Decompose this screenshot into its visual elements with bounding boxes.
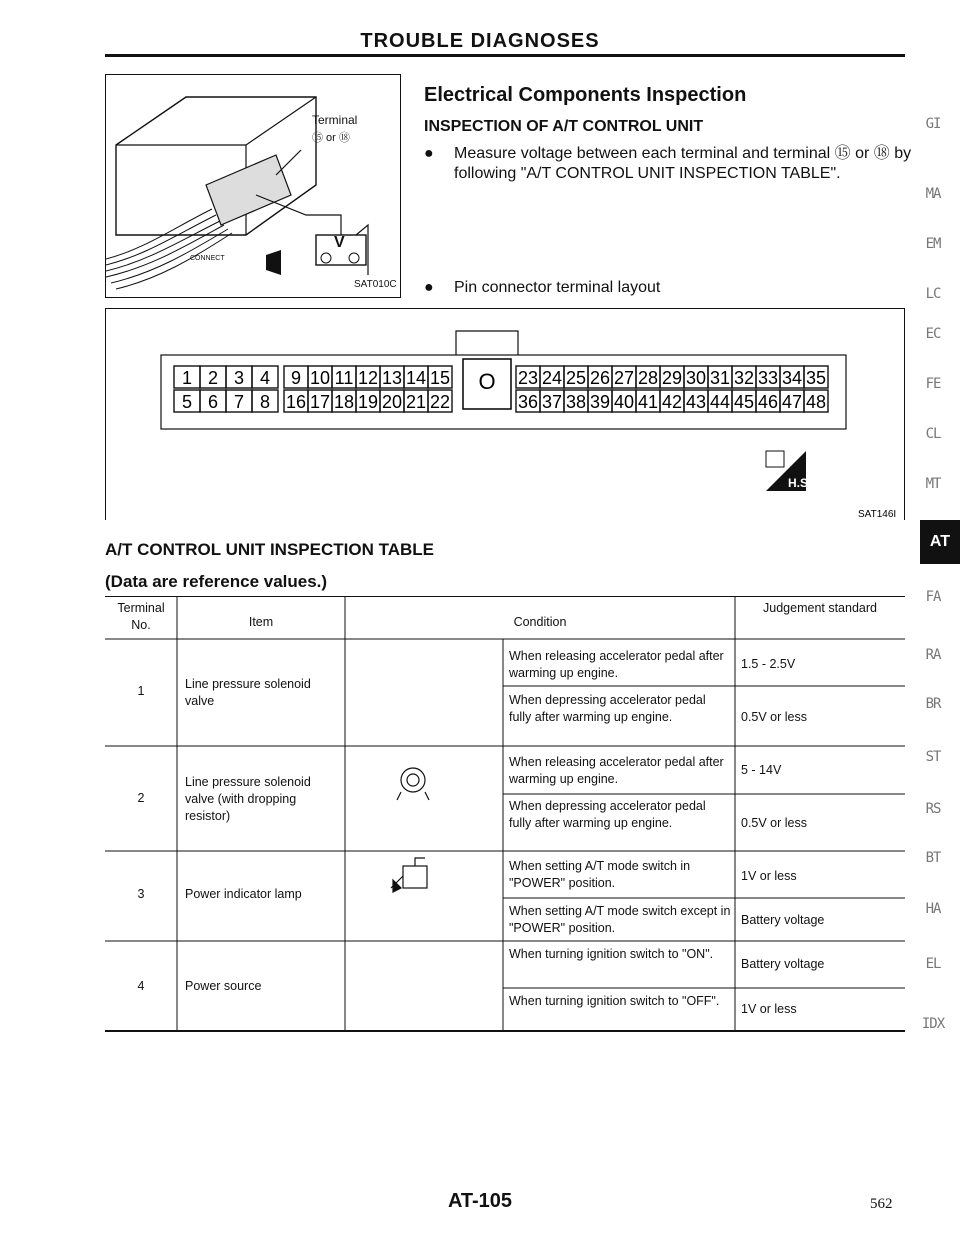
pin-number: 27 — [613, 368, 635, 388]
subsection-title: INSPECTION OF A/T CONTROL UNIT — [424, 118, 704, 135]
pin-number: 23 — [517, 368, 539, 388]
mode-switch-icon — [391, 858, 427, 892]
section-title: Electrical Components Inspection — [424, 84, 747, 106]
pin-number: 43 — [685, 392, 707, 412]
condition-2b: When depressing accelerator pedal fully after warming up engine. — [509, 799, 706, 830]
pin-number: 38 — [565, 392, 587, 412]
pin-number: 35 — [805, 368, 827, 388]
page-number: AT-105 — [447, 1190, 513, 1212]
pin-number: 45 — [733, 392, 755, 412]
pin-number: 31 — [709, 368, 731, 388]
harness-side-icon — [766, 451, 811, 491]
pin-number: 3 — [233, 368, 245, 388]
center-mark: O — [478, 369, 496, 394]
pin-connector-diagram — [106, 309, 906, 521]
pin-number: 5 — [181, 392, 193, 412]
table-title: A/T CONTROL UNIT INSPECTION TABLE — [105, 540, 434, 559]
section-tab-ma[interactable]: MA — [925, 186, 941, 202]
terminal-refs: ⑮ or ⑱ — [312, 132, 350, 144]
condition-4a: When turning ignition switch to "ON". — [509, 947, 714, 961]
ignition-on-icon — [397, 768, 429, 800]
judgement-1b: 0.5V or less — [741, 710, 808, 724]
section-tab-ec[interactable]: EC — [925, 326, 941, 342]
section-tab-ha[interactable]: HA — [925, 901, 941, 917]
pin-number: 36 — [517, 392, 539, 412]
hs-label: H.S. — [788, 476, 812, 490]
header-terminal: Terminal No. — [117, 601, 165, 632]
pin-number: 26 — [589, 368, 611, 388]
control-unit-figure — [105, 74, 401, 298]
pin-number: 47 — [781, 392, 803, 412]
section-tab-fe[interactable]: FE — [925, 376, 941, 392]
pin-number: 34 — [781, 368, 803, 388]
pin-number: 44 — [709, 392, 731, 412]
pin-number: 25 — [565, 368, 587, 388]
section-tab-at[interactable]: AT — [920, 520, 960, 564]
section-tab-cl[interactable]: CL — [925, 426, 941, 442]
bullet-dot-icon: ● — [424, 145, 434, 162]
pin-number: 14 — [405, 368, 427, 388]
section-tab-idx[interactable]: IDX — [921, 1016, 945, 1032]
terminal-1: 1 — [137, 684, 145, 698]
pin-number: 7 — [233, 392, 245, 412]
judgement-4b: 1V or less — [741, 1002, 797, 1016]
terminal-label: Terminal — [312, 113, 358, 127]
header-rule — [105, 54, 905, 57]
pin-number: 37 — [541, 392, 563, 412]
section-tab-st[interactable]: ST — [925, 749, 941, 765]
section-tab-fa[interactable]: FA — [925, 589, 941, 605]
condition-1b: When depressing accelerator pedal fully after warming up engine. — [509, 693, 706, 724]
condition-1a: When releasing accelerator pedal after warming up engine. — [509, 649, 724, 680]
pin-number: 19 — [357, 392, 379, 412]
pin-number: 6 — [207, 392, 219, 412]
pin-number: 10 — [309, 368, 331, 388]
condition-3a: When setting A/T mode switch in "POWER" position. — [509, 859, 691, 890]
header-item: Item — [248, 615, 274, 629]
judgement-3a: 1V or less — [741, 869, 797, 883]
pin-number: 18 — [333, 392, 355, 412]
pin-number: 42 — [661, 392, 683, 412]
pin-number: 46 — [757, 392, 779, 412]
pin-number: 2 — [207, 368, 219, 388]
section-tab-lc[interactable]: LC — [925, 286, 941, 302]
pin-number: 1 — [181, 368, 193, 388]
pin-number: 15 — [429, 368, 451, 388]
judgement-4a: Battery voltage — [741, 957, 825, 971]
pin-number: 29 — [661, 368, 683, 388]
pin-number: 33 — [757, 368, 779, 388]
section-tab-el[interactable]: EL — [925, 956, 941, 972]
figure2-code: SAT146I — [858, 509, 897, 520]
bullet-text: Pin connector terminal layout — [454, 279, 661, 296]
bullet-text: Measure voltage between each terminal and terminal ⑮ or ⑱ by following "A/T CONTROL UNIT INSPECTION TABLE". — [454, 145, 912, 182]
pin-number: 12 — [357, 368, 379, 388]
pin-number: 9 — [290, 368, 302, 388]
pin-number: 48 — [805, 392, 827, 412]
control-unit-illustration — [106, 75, 402, 299]
pin-number: 17 — [309, 392, 331, 412]
section-tab-bt[interactable]: BT — [925, 850, 941, 866]
pin-number: 8 — [259, 392, 271, 412]
pin-connector-figure — [105, 308, 905, 520]
pin-number: 11 — [334, 368, 354, 388]
header-condition: Condition — [513, 615, 567, 629]
pin-number: 40 — [613, 392, 635, 412]
item-4: Power source — [185, 979, 262, 993]
judgement-2b: 0.5V or less — [741, 816, 808, 830]
section-tab-gi[interactable]: GI — [925, 116, 941, 132]
section-tab-ra[interactable]: RA — [925, 647, 941, 663]
voltmeter-label: V — [334, 234, 345, 251]
pin-number: 41 — [637, 392, 659, 412]
condition-3b: When setting A/T mode switch except in "POWER" position. — [509, 904, 731, 935]
pin-number: 13 — [381, 368, 403, 388]
section-tab-br[interactable]: BR — [925, 696, 941, 712]
judgement-3b: Battery voltage — [741, 913, 825, 927]
item-2: Line pressure solenoid valve (with dropping resistor) — [185, 775, 311, 823]
figure-code: SAT010C — [354, 279, 397, 290]
pin-number: 21 — [405, 392, 427, 412]
condition-4b: When turning ignition switch to "OFF". — [509, 994, 720, 1008]
pin-number: 28 — [637, 368, 659, 388]
header-judgement: Judgement standard — [763, 601, 877, 615]
inspection-table — [105, 596, 905, 1036]
section-tab-rs[interactable]: RS — [925, 801, 941, 817]
pin-number: 16 — [285, 392, 307, 412]
section-tab-mt[interactable]: MT — [925, 476, 941, 492]
pin-number: 22 — [429, 392, 451, 412]
page-header: TROUBLE DIAGNOSES — [360, 30, 600, 52]
pin-number: 24 — [541, 368, 563, 388]
connect-label: CONNECT — [190, 255, 225, 262]
pin-number: 39 — [589, 392, 611, 412]
item-3: Power indicator lamp — [185, 887, 302, 901]
judgement-1a: 1.5 - 2.5V — [741, 657, 796, 671]
absolute-page-number: 562 — [870, 1196, 893, 1212]
pin-number: 30 — [685, 368, 707, 388]
pin-number: 32 — [733, 368, 755, 388]
terminal-4: 4 — [137, 979, 145, 993]
judgement-2a: 5 - 14V — [741, 763, 782, 777]
section-tab-em[interactable]: EM — [925, 236, 941, 252]
item-1: Line pressure solenoid valve — [185, 677, 311, 708]
terminal-3: 3 — [137, 887, 145, 901]
condition-2a: When releasing accelerator pedal after warming up engine. — [509, 755, 724, 786]
table-note: (Data are reference values.) — [105, 572, 328, 591]
pin-number: 4 — [259, 368, 271, 388]
pin-number: 20 — [381, 392, 403, 412]
bullet-dot-icon: ● — [424, 279, 434, 296]
terminal-2: 2 — [137, 791, 145, 805]
